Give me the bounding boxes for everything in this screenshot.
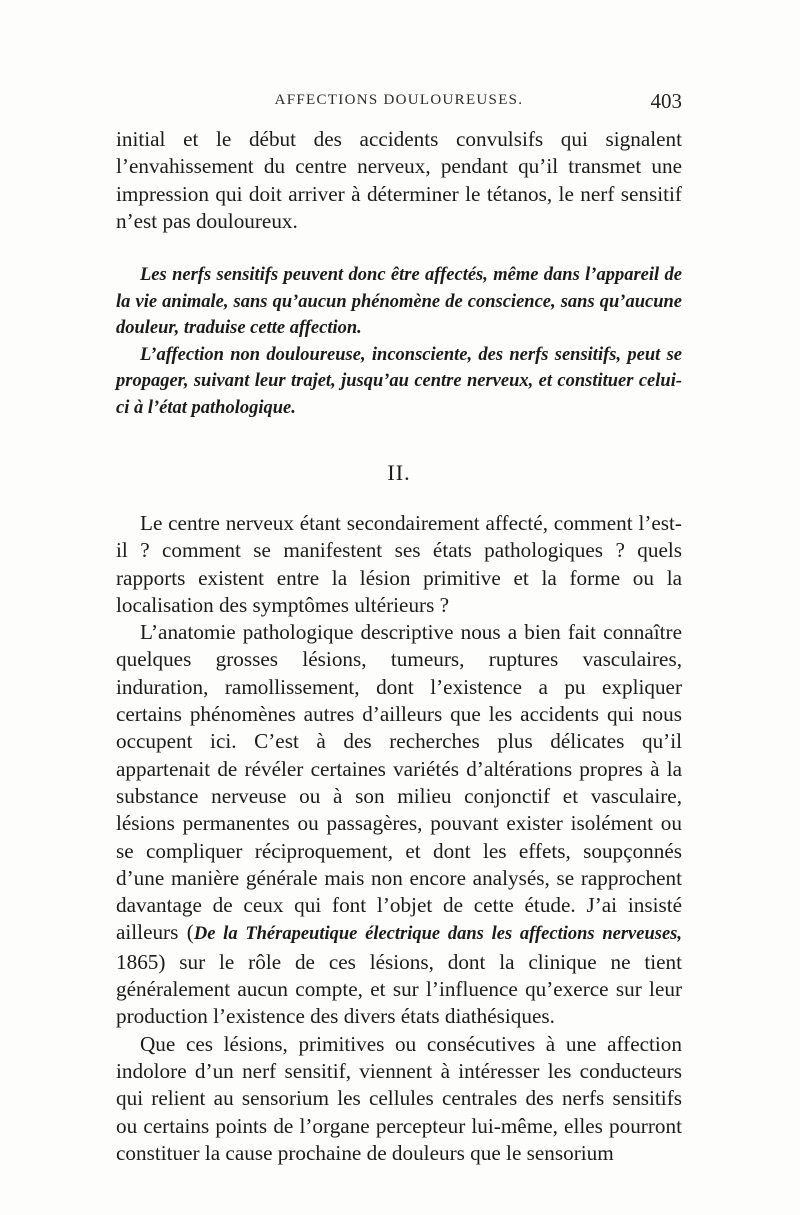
paragraph-2: Le centre nerveux étant secondairement affecté, comment l’est-il ? comment se manifestent ses états pathologiques ? quels rapports existent entre la lésion primitive et la forme ou la localisation des symptômes ultérieurs ? — [116, 511, 682, 617]
section-heading: II. — [387, 460, 411, 485]
paragraph-1: initial et le début des accidents convulsifs qui signalent l’envahissement du centre nerveux, pendant qu’il transmet une impression qui doit arriver à déterminer le tétanos, le nerf sensitif n’est pas douloureux. — [116, 127, 682, 233]
citation-title: De la Thérapeutique électrique dans les affections nerveuses, — [193, 924, 683, 945]
paragraph-3-text: L’anatomie pathologique descriptive nous a bien fait connaître quelques grosses lésions, tumeurs, ruptures vasculaires, induration, ramollissement, dont l’existence a pu expliquer certains phénomènes autres d’ailleurs que les accidents qui nous occupent ici. C’est à des recherches plus délicates qu’il appartenait de révéler certaines variétés d’altérations propres à la substance nerveuse ou à son milieu conjonctif et vasculaire, lésions permanentes ou passagères, pouvant exister isolément ou se compliquer réciproquement, et dont les effets, soupçonnés d’une manière générale mais non encore analysés, se rapprochent davantage de ceux qui font l’objet de cette étude. J’ai insisté ailleurs ( — [116, 620, 682, 945]
summary-paragraph-1: Les nerfs sensitifs peuvent donc être affectés, même dans l’appareil de la vie animale, sans qu’aucun phénomène de conscience, sans qu’aucune douleur, traduise cette affection. — [116, 265, 682, 339]
page-number: 403 — [650, 89, 682, 113]
paragraph-3-text-end: 1865) sur le rôle de ces lésions, dont la clinique ne tient généralement aucun compte, et sur l’influence qu’exerce sur leur production l’existence des divers états diathésiques. — [116, 949, 682, 1029]
summary-block — [116, 262, 682, 422]
running-title: AFFECTIONS DOULOUREUSES. — [274, 92, 524, 108]
summary-paragraph-2: L’affection non douloureuse, inconsciente, des nerfs sensitifs, peut se propager, suivant leur trajet, jusqu’au centre nerveux, et constituer celui-ci à l’état pathologique. — [116, 344, 682, 418]
section-body — [116, 510, 682, 1167]
running-head — [116, 89, 682, 118]
paragraph-continuation — [116, 126, 682, 235]
paragraph-3 — [116, 619, 682, 1030]
paragraph-4: Que ces lésions, primitives ou consécutives à une affection indolore d’un nerf sensitif, viennent à intéresser les conducteurs qui relient au sensorium les cellules centrales des nerfs sensitifs ou certains points de l’organe percepteur lui-même, elles pourront constituer la cause prochaine de douleurs que le sensorium — [116, 1031, 682, 1165]
